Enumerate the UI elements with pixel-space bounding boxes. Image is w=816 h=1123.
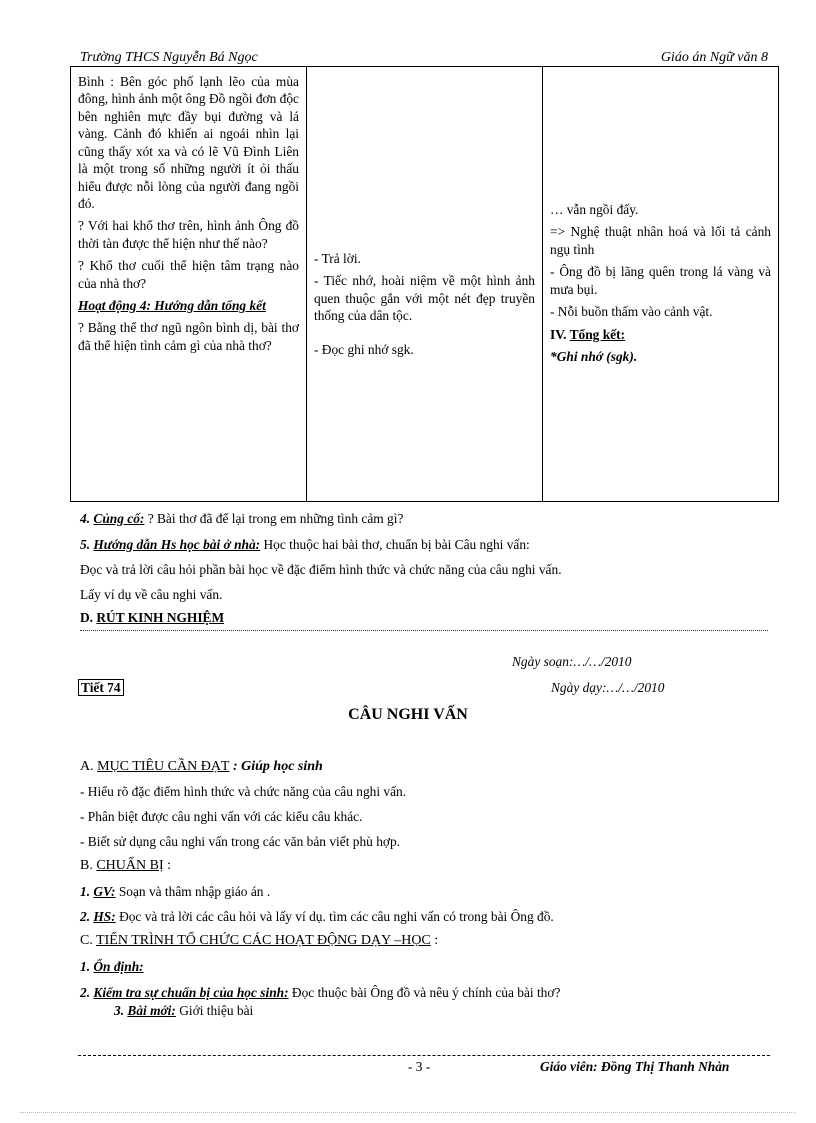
rut-kinh-nghiem: D. RÚT KINH NGHIỆM bbox=[80, 610, 225, 625]
activity-heading: Hoạt động 4: Hướng dẫn tổng kết bbox=[78, 298, 266, 314]
prep-student: 2. HS: Đọc và trả lời các câu hỏi và lấy ví dụ. tìm các câu nghi vấn có trong bài Ông đồ. bbox=[80, 909, 554, 924]
lesson-title: CÂU NGHI VẤN bbox=[348, 706, 468, 723]
dotted-line bbox=[80, 630, 768, 631]
footer-divider bbox=[78, 1055, 770, 1056]
section-c-heading: C. TIẾN TRÌNH TỔ CHỨC CÁC HOẠT ĐỘNG DẠY –HỌC : bbox=[80, 933, 439, 948]
answer: - Tiếc nhớ, hoài niệm về một hình ảnh quen thuộc gắn với một nét đẹp truyền thống của dân tộc. bbox=[314, 273, 535, 324]
homework-line: 5. Hướng dẫn Hs học bài ở nhà: Học thuộc hai bài thơ, chuẩn bị bài Câu nghi vấn: bbox=[80, 537, 530, 552]
homework-detail: Đọc và trả lời câu hỏi phần bài học về đặc điểm hình thức và chức năng của câu nghi vấn. bbox=[80, 562, 562, 577]
cungco-line: 4. Củng cố: ? Bài thơ đã để lại trong em những tình cảm gì? bbox=[80, 511, 404, 526]
lesson-table bbox=[70, 66, 779, 502]
homework-example: Lấy ví dụ về câu nghi vấn. bbox=[80, 587, 223, 602]
page-edge-dots bbox=[20, 1112, 796, 1113]
content-line: => Nghệ thuật nhân hoá và lối tả cảnh ngụ tình bbox=[550, 224, 771, 257]
teacher-activity-cell bbox=[71, 67, 307, 502]
summary-note: *Ghi nhớ (sgk). bbox=[550, 348, 638, 364]
question: ? Với hai khổ thơ trên, hình ảnh Ông đồ thời tàn được thể hiện như thế nào? bbox=[78, 218, 299, 251]
student-activity-cell bbox=[307, 67, 543, 502]
header-subject: Giáo án Ngữ văn 8 bbox=[660, 50, 768, 65]
summary-heading: IV. Tổng kết: bbox=[550, 326, 626, 342]
question: ? Bằng thể thơ ngũ ngôn bình dị, bài thơ đã thể hiện tình cảm gì của nhà thơ? bbox=[78, 320, 299, 353]
answer: - Trả lời. bbox=[314, 251, 361, 266]
section-a-heading: A. MỤC TIÊU CẦN ĐẠT : Giúp học sinh bbox=[80, 759, 323, 774]
content-line: … vẫn ngồi đấy. bbox=[550, 202, 639, 217]
date-taught: Ngày dạy:…/…/2010 bbox=[551, 680, 665, 695]
step-3: 3. Bài mới: Giới thiệu bài bbox=[114, 1003, 254, 1018]
objective-item: - Hiểu rõ đặc điểm hình thức và chức năng của câu nghi vấn. bbox=[80, 784, 407, 799]
page-number: - 3 - bbox=[408, 1059, 431, 1074]
content-cell bbox=[543, 67, 779, 502]
section-b-heading: B. CHUẨN BỊ : bbox=[80, 858, 172, 873]
footer-teacher: Giáo viên: Đồng Thị Thanh Nhàn bbox=[540, 1059, 730, 1074]
header-school: Trường THCS Nguyễn Bá Ngọc bbox=[80, 50, 258, 65]
content-line: - Ông đồ bị lãng quên trong lá vàng và mưa bụi. bbox=[550, 264, 771, 297]
question: ? Khổ thơ cuối thể hiện tâm trạng nào của nhà thơ? bbox=[78, 258, 299, 291]
lesson-number: Tiết 74 bbox=[78, 680, 124, 696]
prep-teacher: 1. GV: Soạn và thâm nhập giáo án . bbox=[80, 884, 271, 899]
content-line: - Nỗi buồn thấm vào cảnh vật. bbox=[550, 304, 713, 320]
objective-item: - Phân biệt được câu nghi vấn với các kiểu câu khác. bbox=[80, 809, 363, 824]
step-2: 2. Kiểm tra sự chuẩn bị của học sinh: Đọc thuộc bài Ông đồ và nêu ý chính của bài thơ? bbox=[80, 985, 561, 1000]
answer: - Đọc ghi nhớ sgk. bbox=[314, 341, 414, 357]
paragraph: Bình : Bên góc phố lạnh lẽo của mùa đông, hình ảnh một ông Đồ ngồi đơn độc bên nghiên mực đầy bụi đường và lá vàng. Cảnh đó khiến ai ngoái nhìn lại cũng thấy xót xa và có lẽ Vũ Đình Liên là một trong số những người ít ỏi thấu hiểu được nỗi lòng của người đang ngồi đó. bbox=[78, 74, 299, 211]
date-prepared: Ngày soạn:…/…/2010 bbox=[512, 654, 632, 669]
step-1: 1. Ổn định: bbox=[80, 959, 144, 974]
objective-item: - Biết sử dụng câu nghi vấn trong các văn bản viết phù hợp. bbox=[80, 834, 401, 849]
